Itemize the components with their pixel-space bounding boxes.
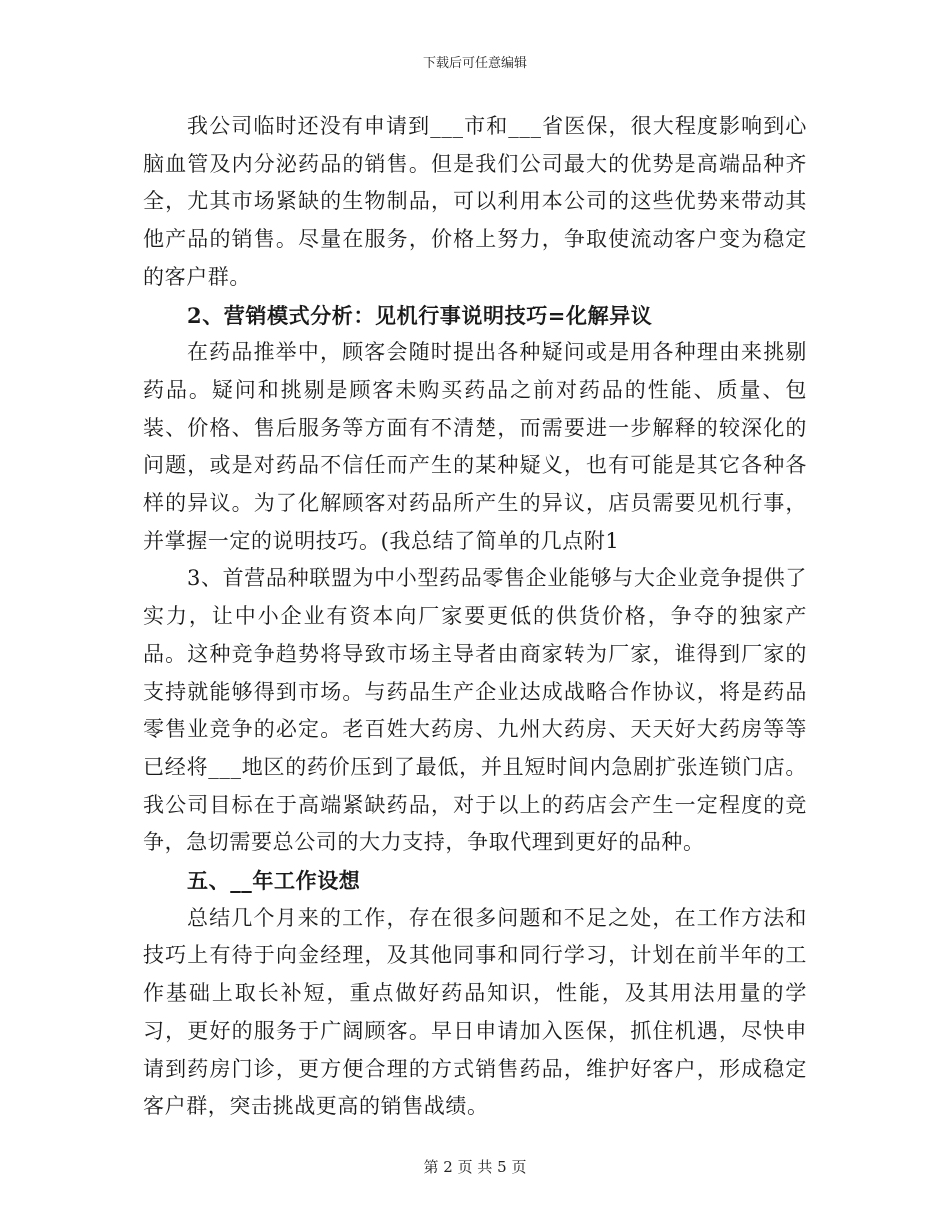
paragraph-objection-handling: 在药品推举中，顾客会随时提出各种疑问或是用各种理由来挑剔药品。疑问和挑剔是顾客未购买药品之前对药品的性能、质量、包装、价格、售后服务等方面有不清楚，而需要进一步解释的较深化的问题，或是对药品不信任而产生的某种疑义，也有可能是其它各种各样的异议。为了化解顾客对药品所产生的异议，店员需要见机行事，并掌握一定的说明技巧。(我总结了简单的几点附1 xyxy=(143,340,807,553)
document-body xyxy=(143,108,807,1126)
page-number-footer: 第 2 页 共 5 页 xyxy=(423,1158,527,1176)
paragraph-work-summary: 总结几个月来的工作，存在很多问题和不足之处，在工作方法和技巧上有待于向金经理，及其他同事和同行学习，计划在前半年的工作基础上取长补短，重点做好药品知识，性能，及其用法用量的学习，更好的服务于广阔顾客。早日申请加入医保，抓住机遇，尽快申请到药房门诊，更方便合理的方式销售药品，维护好客户，形成稳定客户群，突击挑战更高的销售战绩。 xyxy=(143,905,807,1119)
paragraph-medical-insurance: 我公司临时还没有申请到___市和___省医保，很大程度影响到心脑血管及内分泌药品的销售。但是我们公司最大的优势是高端品种齐全，尤其市场紧缺的生物制品，可以利用本公司的这些优势来带动其他产品的销售。尽量在服务，价格上努力，争取使流动客户变为稳定的客户群。 xyxy=(143,114,807,289)
page-header: 下载后可任意编辑 xyxy=(422,56,527,71)
heading-marketing-model: 2、营销模式分析：见机行事说明技巧=化解异议 xyxy=(187,302,653,328)
heading-work-plan: 五、__年工作设想 xyxy=(187,868,361,894)
paragraph-alliance-competition: 3、首营品种联盟为中小型药品零售企业能够与大企业竞争提供了实力，让中小企业有资本向厂家要更低的供货价格，争夺的独家产品。这种竞争趋势将导致市场主导者由商家转为厂家，谁得到厂家的支持就能够得到市场。与药品生产企业达成战略合作协议，将是药品零售业竞争的必定。老百姓大药房、九州大药房、天天好大药房等等已经将___地区的药价压到了最低，并且短时间内急剧扩张连锁门店。我公司目标在于高端紧缺药品，对于以上的药店会产生一定程度的竞争，急切需要总公司的大力支持，争取代理到更好的品种。 xyxy=(143,566,807,855)
